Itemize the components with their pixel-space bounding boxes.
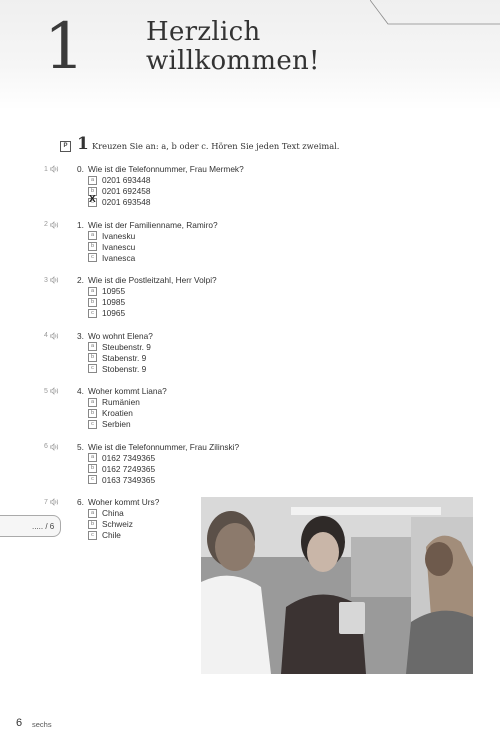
checkbox-c[interactable]: c X bbox=[88, 198, 97, 207]
option-b[interactable] bbox=[88, 353, 146, 363]
option-text: Ivanescu bbox=[102, 241, 136, 252]
option-text: 0201 692458 bbox=[102, 186, 151, 196]
checkbox-b[interactable]: b bbox=[88, 353, 97, 362]
question-number: 3. bbox=[77, 330, 84, 341]
speaker-icon bbox=[50, 276, 59, 284]
checkbox-a[interactable]: a bbox=[88, 453, 97, 462]
question-text: Woher kommt Urs? bbox=[88, 497, 160, 507]
option-c[interactable] bbox=[88, 197, 150, 207]
option-text: Schweiz bbox=[102, 519, 133, 529]
option-c[interactable] bbox=[88, 253, 135, 263]
option-text: 10955 bbox=[102, 286, 126, 296]
question-5 bbox=[77, 442, 239, 452]
option-text: 10965 bbox=[102, 308, 126, 318]
checkbox-b[interactable]: b bbox=[88, 464, 97, 473]
option-c[interactable] bbox=[88, 475, 155, 485]
question-text: Wie ist die Postleitzahl, Herr Volpi? bbox=[88, 275, 217, 285]
question-number: 0. bbox=[77, 164, 84, 174]
option-b[interactable] bbox=[88, 464, 155, 474]
option-text: China bbox=[102, 508, 124, 518]
chapter-title-line2: willkommen! bbox=[146, 46, 320, 76]
audio-track-3[interactable] bbox=[44, 276, 59, 284]
chapter-title bbox=[146, 18, 320, 76]
option-text: Serbien bbox=[102, 419, 131, 429]
question-number: 2. bbox=[77, 275, 84, 285]
speaker-icon bbox=[50, 498, 59, 506]
checkbox-a[interactable]: a bbox=[88, 287, 97, 296]
track-number: 6 bbox=[44, 443, 48, 450]
checkbox-a[interactable]: a bbox=[88, 231, 97, 240]
checkbox-b[interactable]: b bbox=[88, 242, 97, 251]
chapter-number: 1 bbox=[44, 10, 85, 84]
speaker-icon bbox=[50, 165, 59, 173]
question-0 bbox=[77, 164, 244, 174]
track-number: 7 bbox=[44, 498, 48, 506]
track-number: 2 bbox=[44, 221, 48, 228]
option-text: 10985 bbox=[102, 297, 126, 307]
checkbox-c[interactable]: c bbox=[88, 309, 97, 318]
photo-people-smiling bbox=[201, 497, 473, 674]
option-a[interactable] bbox=[88, 453, 155, 463]
speaker-icon bbox=[50, 221, 59, 229]
track-number: 1 bbox=[44, 165, 48, 173]
option-text: Rumänien bbox=[102, 397, 140, 407]
checkbox-b[interactable]: b bbox=[88, 298, 97, 307]
option-text: Stabenstr. 9 bbox=[102, 352, 147, 363]
question-number: 1. bbox=[77, 219, 84, 230]
question-6 bbox=[77, 497, 159, 507]
question-1 bbox=[77, 220, 218, 230]
checkbox-b[interactable]: b bbox=[88, 187, 97, 196]
option-b[interactable] bbox=[88, 297, 125, 307]
photo-illustration bbox=[201, 497, 473, 674]
checkbox-c[interactable]: c bbox=[88, 531, 97, 540]
checkbox-a[interactable]: a bbox=[88, 398, 97, 407]
track-number: 5 bbox=[44, 387, 48, 395]
option-a[interactable] bbox=[88, 286, 125, 296]
option-c[interactable] bbox=[88, 419, 131, 429]
audio-track-7[interactable] bbox=[44, 498, 59, 506]
question-3 bbox=[77, 331, 153, 341]
checkbox-c[interactable]: c bbox=[88, 420, 97, 429]
exercise-number: 1 bbox=[77, 134, 89, 154]
page-number: 6 bbox=[16, 717, 23, 729]
option-text: Steubenstr. 9 bbox=[102, 341, 151, 352]
option-text: Ivanesca bbox=[102, 252, 136, 263]
option-a[interactable] bbox=[88, 231, 135, 241]
score-text: ..... / 6 bbox=[32, 522, 55, 531]
track-number: 3 bbox=[44, 276, 48, 284]
audio-track-4[interactable] bbox=[44, 332, 59, 340]
question-4 bbox=[77, 386, 167, 396]
question-text: Wo wohnt Elena? bbox=[88, 330, 153, 341]
checkbox-b[interactable]: b bbox=[88, 409, 97, 418]
audio-track-1[interactable] bbox=[44, 165, 59, 173]
audio-track-2[interactable] bbox=[44, 221, 59, 229]
question-text: Woher kommt Liana? bbox=[88, 386, 167, 396]
option-text: 0162 7249365 bbox=[102, 463, 156, 474]
option-a[interactable] bbox=[88, 175, 150, 185]
question-text: Wie ist die Telefonnummer, Frau Mermek? bbox=[88, 164, 244, 174]
option-c[interactable] bbox=[88, 530, 121, 540]
option-text: Stobenstr. 9 bbox=[102, 363, 147, 374]
option-a[interactable] bbox=[88, 508, 124, 518]
option-b[interactable] bbox=[88, 408, 133, 418]
option-text: Kroatien bbox=[102, 408, 133, 418]
corner-decoration bbox=[370, 0, 500, 30]
speaker-icon bbox=[50, 387, 59, 395]
checkbox-b[interactable]: b bbox=[88, 520, 97, 529]
checkbox-a[interactable]: a bbox=[88, 176, 97, 185]
audio-track-6[interactable] bbox=[44, 443, 59, 451]
option-a[interactable] bbox=[88, 397, 140, 407]
option-text: 0201 693548 bbox=[102, 197, 151, 207]
option-text: Ivanesku bbox=[102, 230, 136, 241]
question-number: 4. bbox=[77, 386, 84, 396]
question-number: 6. bbox=[77, 497, 84, 507]
option-text: Chile bbox=[102, 530, 121, 540]
option-text: 0163 7349365 bbox=[102, 474, 156, 485]
option-c[interactable] bbox=[88, 364, 146, 374]
checkbox-c[interactable]: c bbox=[88, 475, 97, 484]
option-b[interactable] bbox=[88, 519, 133, 529]
track-number: 4 bbox=[44, 332, 48, 339]
option-b[interactable] bbox=[88, 186, 150, 196]
speaker-icon bbox=[50, 443, 59, 451]
checkbox-a[interactable]: a bbox=[88, 509, 97, 518]
option-a[interactable] bbox=[88, 342, 151, 352]
option-text: 0201 693448 bbox=[102, 175, 151, 185]
checkbox-c[interactable]: c bbox=[88, 253, 97, 262]
page-word: sechs bbox=[32, 720, 52, 729]
question-text: Wie ist die Telefonnummer, Frau Zilinski? bbox=[88, 441, 240, 452]
option-b[interactable] bbox=[88, 242, 135, 252]
question-number: 5. bbox=[77, 441, 84, 452]
chapter-title-line1: Herzlich bbox=[146, 17, 261, 47]
option-text: 0162 7349365 bbox=[102, 452, 156, 463]
speaker-icon bbox=[50, 332, 59, 340]
checkbox-a[interactable]: a bbox=[88, 342, 97, 351]
exercise-instruction: Kreuzen Sie an: a, b oder c. Hören Sie jeden Text zweimal. bbox=[92, 141, 340, 151]
exam-badge: P bbox=[60, 141, 71, 152]
audio-track-5[interactable] bbox=[44, 387, 59, 395]
option-c[interactable] bbox=[88, 308, 125, 318]
question-2 bbox=[77, 275, 217, 285]
checkbox-c[interactable]: c bbox=[88, 364, 97, 373]
question-text: Wie ist der Familienname, Ramiro? bbox=[88, 219, 218, 230]
